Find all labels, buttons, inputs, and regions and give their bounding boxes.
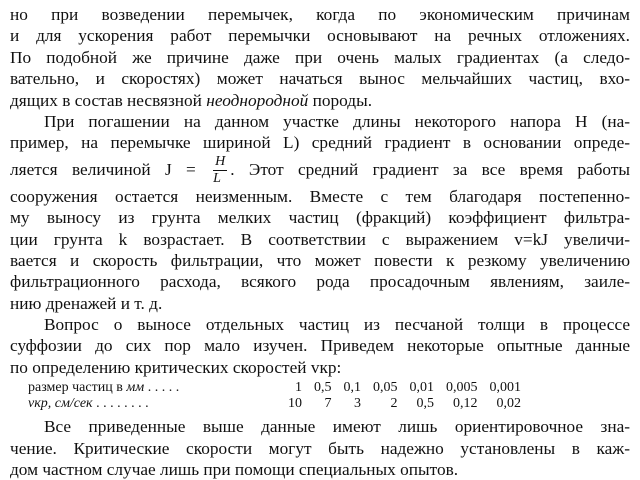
- text-line: Все приведенные выше данные имеют лишь ориентировочное зна-: [44, 417, 630, 437]
- text-line: му выносу из грунта мелких частиц (фракций) коэффициент фильтра-: [10, 208, 630, 228]
- text-line: пример, на перемычке шириной L) средний градиент в основании опреде-: [10, 133, 630, 153]
- table-cell: 10: [288, 396, 302, 412]
- text-line: дящих в состав несвязной неоднородной породы.: [10, 90, 373, 110]
- table-cell: 0,01: [409, 380, 434, 396]
- fraction-numerator: H: [215, 154, 226, 170]
- text-line: по определению критических скоростей vкр:: [10, 357, 342, 377]
- critical-velocity-table: [28, 380, 527, 412]
- text-line: чение. Критические скорости могут быть надежно установлены в каж-: [10, 438, 630, 458]
- table-row-particle-size: [28, 380, 527, 396]
- paragraph-4: [10, 416, 630, 480]
- paragraph-2: [10, 111, 630, 314]
- table-cell: 0,05: [373, 380, 398, 396]
- table-cell: 0,005: [446, 380, 478, 396]
- row-label: vкр, см/сек . . . . . . . .: [28, 396, 149, 412]
- row-label: размер частиц в мм . . . . .: [28, 380, 180, 396]
- table-cell: 1: [295, 380, 302, 396]
- text-line: фильтрационного расхода, всякого рода просадочным явлениям, заиле-: [10, 272, 630, 292]
- text-line: дом частном случае лишь при помощи специальных опытов.: [10, 460, 459, 480]
- table-cell: 0,5: [416, 396, 434, 412]
- table-cell: 0,12: [453, 396, 478, 412]
- table-cell: 0,02: [496, 396, 521, 412]
- text-line: и для ускорения работ перемычки основывают на речных отложениях.: [10, 26, 630, 46]
- table-cell: 2: [390, 396, 398, 412]
- text-line: ции грунта k возрастает. В соответствии с выражением v=kJ увеличи-: [10, 229, 630, 249]
- paragraph-3: [10, 314, 630, 378]
- table-row-critical-velocity: [28, 396, 527, 412]
- table-cell: 3: [354, 396, 361, 412]
- gradient-fraction: [213, 155, 227, 185]
- fraction-denominator: L: [213, 171, 221, 186]
- text-line: но при возведении перемычек, когда по экономическим причинам: [10, 5, 630, 24]
- text-line: По подобной же причине даже при очень малых градиентах (а следо-: [10, 47, 630, 67]
- text-line: сооружения остается неизменным. Вместе с тем благодаря постепенно-: [10, 186, 630, 206]
- text-line: При погашении на данном участке длины некоторого напора H (на-: [44, 111, 630, 131]
- table-cell: 0,5: [314, 380, 332, 396]
- text-line: вательно, и скоростях) может начаться вынос мельчайших частиц, вхо-: [10, 69, 630, 89]
- paragraph-1: [10, 4, 630, 111]
- formula-line: ляется величиной J = $\frac{H}{L}$ . Этот средний градиент за все время работы: [10, 154, 630, 186]
- italic-term: неоднородной: [206, 90, 309, 110]
- table-cell: 0,1: [343, 380, 361, 396]
- table-cell: 7: [324, 396, 332, 412]
- text-line: Вопрос о выносе отдельных частиц из песчаной толщи в процессе: [44, 315, 630, 335]
- text-line: вается и скорость фильтрации, что может повести к резкому увеличению: [10, 250, 630, 270]
- text-line: нию дренажей и т. д.: [10, 293, 163, 313]
- text-line: суффозии до сих пор мало изучен. Приведем некоторые опытные данные: [10, 336, 630, 356]
- table-cell: 0,001: [489, 380, 521, 396]
